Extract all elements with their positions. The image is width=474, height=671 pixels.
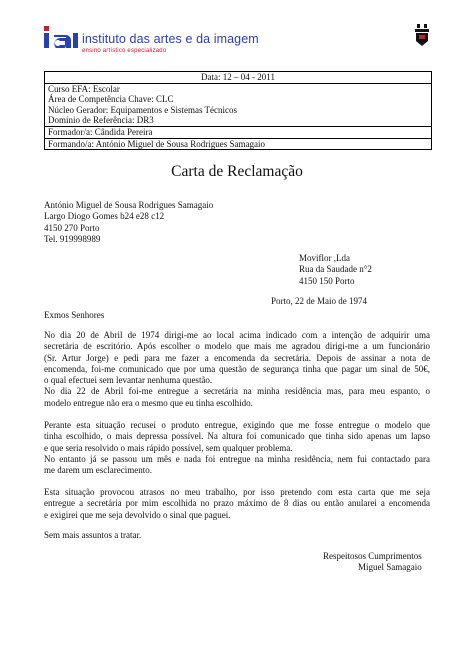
info-competence: Área de Competência Chave: CLC <box>48 94 174 105</box>
paragraph-line: me darem um esclarecimento. <box>44 465 152 476</box>
closing-regards: Respeitosos Cumprimentos <box>323 551 422 561</box>
paragraph-line: Esta situação provocou atrasos no meu trabalho, por isso pretendo com esta carta que me seja <box>44 487 430 497</box>
paragraph-line: Sem mais assuntos a tratar. <box>44 530 142 540</box>
recipient-name: Moviflor ,Lda <box>299 253 350 263</box>
paragraph-line: No entanto já se passou um mês e nada foi entregue na minha residência, nem fui contactado para <box>44 453 430 464</box>
recipient-postal: 4150 150 Porto <box>299 275 355 286</box>
place-date: Porto, 22 de Maio de 1974 <box>271 296 367 306</box>
course-info-box <box>44 71 432 150</box>
org-name: instituto das artes e da imagem <box>82 32 259 46</box>
paragraph-line: entregue a secretária por mim escolhida no prazo máximo de 8 dias ou então anularei a encomenda <box>44 498 430 509</box>
info-trainer: Formador/a: Cândida Pereira <box>45 127 431 139</box>
org-logo-text <box>82 32 259 54</box>
paragraph-line: e exigirei que me seja devolvido o sinal que paguei. <box>44 509 231 520</box>
paragraph-3 <box>44 487 430 521</box>
info-date: Data: 12 – 04 - 2011 <box>45 72 431 84</box>
sender-address <box>44 200 213 245</box>
info-core: Núcleo Gerador: Equipamentos e Sistemas Técnicos <box>48 104 238 115</box>
paragraph-line: secretária de escritório. Após escolher o modelo que mais me agradou dirigi-me a um funcionário <box>44 341 430 352</box>
recipient-street: Rua da Saudade n°2 <box>299 264 372 275</box>
paragraph-4 <box>44 530 430 541</box>
sender-name: António Miguel de Sousa Rodrigues Samagaio <box>44 200 214 210</box>
paragraph-1 <box>44 330 430 409</box>
paragraph-line: No dia 22 de Abril foi-me entregue a secretária na minha residência mas, para meu espanto, o <box>44 386 430 397</box>
paragraph-line: encomenda, foi-me comunicado que por uma questão de segurança tinha que pagar um sinal de 50€, <box>44 363 430 374</box>
signature: Miguel Samagaio <box>358 562 422 572</box>
org-tagline: ensino artístico especializado <box>82 48 167 54</box>
paragraph-line: tinha escolhido, o mais depressa possível. Na altura foi comunicado que tinha sido apenas um lapso <box>44 431 430 442</box>
paragraph-line: e que seria resolvido o mais rápido possível, sem qualquer problema. <box>44 442 293 453</box>
sender-phone: Tel. 919998989 <box>44 233 101 244</box>
sender-postal: 4150 270 Porto <box>44 222 100 233</box>
paragraph-line: o qual efectuei sem levantar nenhuma questão. <box>44 375 213 386</box>
crest-icon <box>415 24 429 46</box>
sender-street: Largo Diogo Gomes b24 e28 c12 <box>44 211 165 222</box>
info-course: Curso EFA: Escolar <box>48 83 120 94</box>
iai-logo-icon <box>44 26 78 48</box>
info-domain: Domínio de Referência: DR3 <box>45 115 431 127</box>
info-trainee: Formando/a: António Miguel de Sousa Rodrigues Samagaio <box>48 138 265 149</box>
paragraph-line: No dia 20 de Abril de 1974 dirigi-me ao local acima indicado com a intenção de adquirir uma <box>44 330 430 340</box>
paragraph-2 <box>44 420 430 476</box>
recipient-address <box>299 253 372 287</box>
paragraph-line: modelo entregue não era o mesmo que eu tinha escolhido. <box>44 397 253 408</box>
greeting: Exmos Senhores <box>44 310 105 320</box>
paragraph-line: (Sr. Artur Jorge) e pedi para me fazer a encomenda da secretária. Depois de assinar a nota de <box>44 352 430 363</box>
letter-title: Carta de Reclamação <box>171 163 303 180</box>
paragraph-line: Perante esta situação recusei o produto entregue, exigindo que me fosse entregue o modelo que <box>44 420 430 430</box>
